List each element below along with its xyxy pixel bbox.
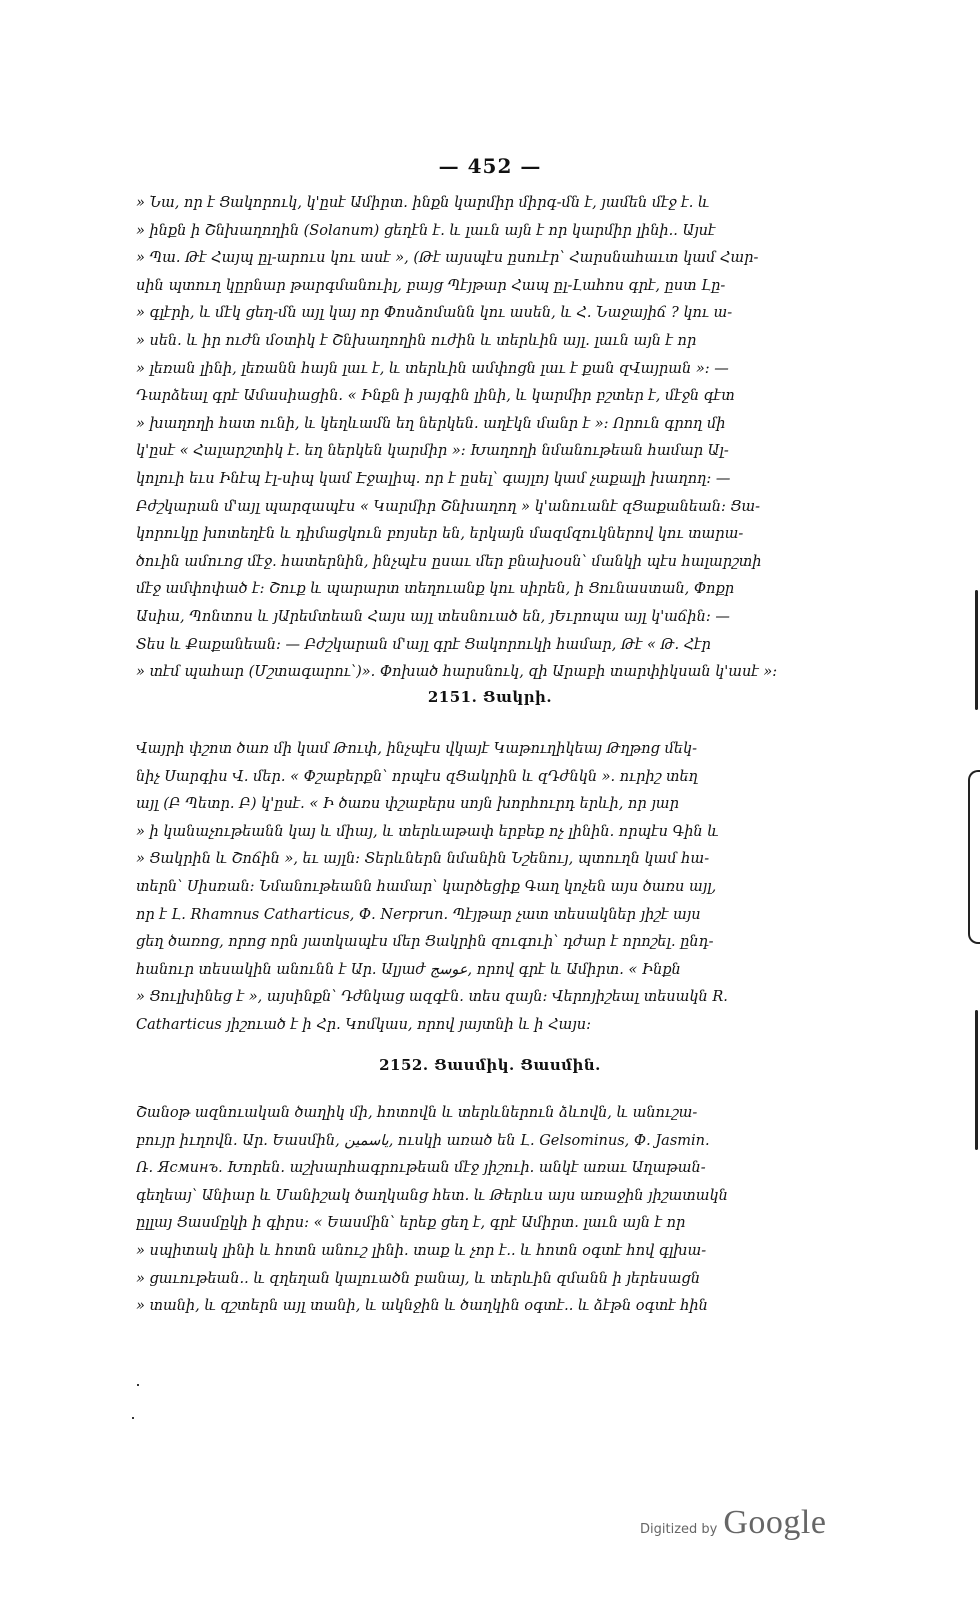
text-line: » Ցակրին և Շոճին », եւ այլն: Տերևներն նմանին Նշենույ, պտուղն կամ հա- [136,851,710,868]
digitized-by-google-watermark [640,1504,860,1544]
section-2152-body [136,1100,864,1321]
text-line: նիչ Սարգիս Վ. մեր. « Փշաբերքն՝ որպէս զՑակրին և զԴժնկն ». ուրիշ տեղ [136,768,698,785]
text-line: որ է Լ. Rhamnus Catharticus, Փ. Nerprun. Պէյթար չատ տեսակներ յիշէ այս [136,906,701,923]
text-line: » տանի, և զշտերն այլ տանի, և ակնջին և ծաղկին օգտէ.. և ձէթն օգտէ հին [136,1298,708,1315]
text-line: Ասիա, Պոնտոս և յԱրեմտեան Հայս այլ տեսնուած են, յԵւրոպա այլ կ'աճին: — [136,608,730,625]
text-line: » ի կանաչութեանն կայ և միայ, և տերևաթափ երբեք ոչ լինին. որպէս Գին և [136,823,719,840]
text-line: » սպիտակ լինի և հոտն անուշ լինի. տաք և չոր է.. և հոտն օգտէ հով գլխա- [136,1242,707,1259]
text-line: » Նա, որ է Ցակորուկ, կ'ըսէ Ամիրտ. ինքն կարմիր միրգ-մն է, յամեն մէջ է. և [136,195,710,211]
text-line: » սեն. և իր ուժն մօտիկ է Շնխաղողին ուժին և տերևին այլ. լաւն այն է որ [136,332,697,349]
section-2151-body [136,736,864,1040]
scan-dot [137,1384,139,1386]
text-line: Տես և Քաքանեան: — Բժշկարան մ'այլ գրէ Ցակորուկի համար, Թէ « Թ. Հէր [136,636,711,653]
watermark-prefix: Digitized by [640,1522,718,1537]
section-heading-2151: 2151. Ցակրի. [427,688,553,706]
paragraph-1 [136,190,864,687]
text-line: այլ (Բ Պետր. Բ) կ'ըսէ. « Ի ծառս փշաբերս սոյն խորհուրդ երևի, որ յար [136,796,679,813]
page-number: — 452 — [438,154,542,178]
text-line: Շանօթ ազնուական ծաղիկ մի, հոտովն և տերևներուն ձևովն, և անուշա- [136,1105,698,1121]
text-line: սին պտուղ կըրնար թարգմանուիլ, բայց Պէյթար Հապ ըլ-Լահոս գրէ, ըստ Լը- [136,277,726,294]
text-line: Catharticus յիշուած է ի Հր. Կոմկաս, որով յայտնի և ի Հայս: [136,1016,592,1033]
text-line: ծուին ամուոց մէջ. հատերնին, ինչպէս ըսաւ մեր բնախօսն՝ մանկի պէս հալարշտի [136,553,762,570]
text-line: » ինքն ի Շնխաղողին (Solanum) ցեղէն է. և լաւն այն է որ կարմիր լինի.. Այսէ [136,222,716,239]
google-logo: Google [723,1504,827,1541]
text-line: ցեղ ծառոց, որոց որն յատկապէս մեր Ցակրին զուգուի՝ դժար է որոշել. ընդ- [136,934,714,951]
text-line: » խաղողի հատ ունի, և կեղևամն եղ ներկեն. աղէկն մանր է »: Որուն գրող մի [136,415,726,432]
text-line: բույր իւղովն. Ար. Եասմին, یاسمین, ուսկի առած են Լ. Gelsominus, Փ. Jasmin. [136,1132,710,1149]
text-line: Ռ. Ясминъ. Խորեն. աշխարհագրութեան մէջ յիշուի. անկէ առաւ Աղաթան- [136,1160,706,1177]
text-line: » Ցուլխինեց է », այսինքն՝ Դժնկաց ազգէն. տես զայն: Վերոյիշեալ տեսակն R. [136,989,728,1006]
text-line: ըլլայ Ցասմըկի ի գիրս: « Եասմին՝ երեք ցեղ է, գրէ Ամիրտ. լաւն այն է որ [136,1215,686,1232]
text-line: հանուր տեսակին անունն է Ար. Ալյաժ عوسج, որով գրէ և Ամիրտ. « Ինքն [136,961,681,978]
scan-edge-mark [975,1010,978,1150]
text-line: » լեռան լինի, լեռանն հայն լաւ է, և տերևին ամփոցն լաւ է քան զՎայրան »: — [136,360,729,377]
text-line: » տէմ պահար (Մշտագարու՝)». Փոխած հարսնուկ, զի Արաբի տարփիկսան կ'ասէ »: [136,664,778,681]
text-line: Դարձեալ գրէ Ամասիացին. « Ինքն ի յայգին լինի, և կարմիր բշտեր է, մէջն գէտ [136,388,735,405]
text-line: մէջ ամփոփած է: Շուք և պարարտ տեղուանք կու սիրեն, ի Ցունաստան, Փոքր [136,581,735,598]
text-line: » գլէրի, և մէկ ցեղ-մն այլ կայ որ Փոսձոմանն կու ասեն, և Հ. Նաջայիճ ? կու ա- [136,305,733,322]
section-heading-2152: 2152. Ցասմիկ. Ցասմին. [379,1056,601,1074]
text-line: կորուկը խոտեղէն և դիմացկուն բոյսեր են, երկայն մազմզուկներով կու տարա- [136,526,744,543]
text-line: » Պա. Թէ Հայպ ըլ-արուս կու ասէ », (Թէ այսպէս ըսուէր՝ Հարսնահաւտ կամ Հար- [136,250,759,267]
text-line: գեղեայ՝ Անիար և Մանիշակ ծաղկանց հետ. և Թերևս այս առաջին յիշատակն [136,1187,728,1204]
text-line: » ցաւութեան.. և զղեղան կալուածն բանայ, և տերևին զմանն ի յերեսացն [136,1270,701,1287]
scan-edge-curl [968,770,980,944]
text-line: Բժշկարան մ'այլ պարզապէս « Կարմիր Շնխաղող » կ'անուանէ զՑաքանեան: Ցա- [136,498,760,515]
text-line: տերն՝ Սիսռան: Նմանութեանն համար՝ կարծեցիք Գաղ կոչեն այս ծառս այլ, [136,878,717,895]
scan-dot [132,1417,134,1419]
text-line: Վայրի փշոտ ծառ մի կամ Թուփ, ինչպէս վկայէ Կաթուղիկեայ Թղթոց մեկ- [136,741,698,757]
text-line: կ'ըսէ « Հալարշտիկ է. եղ ներկեն կարմիր »: Խաղողի նմանութեան համար Ալ- [136,443,729,460]
text-line: կոլուի եւս Ինէպ էլ-սիպ կամ Էջալիպ. որ է ըսել՝ գայլոյ կամ չաքալի խաղող: — [136,470,731,487]
scan-edge-mark [975,590,978,710]
